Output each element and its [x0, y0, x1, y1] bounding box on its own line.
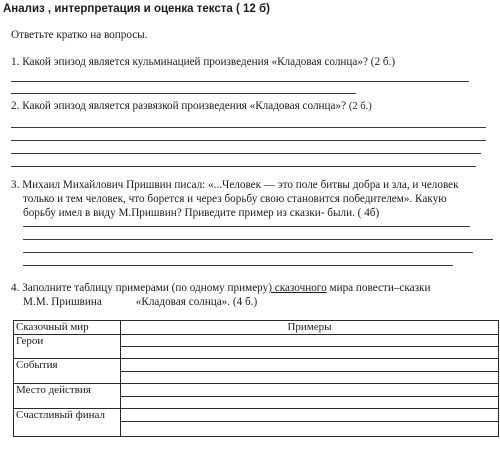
answer-line [23, 226, 470, 227]
answer-line [23, 239, 493, 240]
answer-line [11, 81, 469, 82]
fairy-world-table [13, 320, 499, 437]
row-label-events: События [14, 359, 121, 384]
question-2-text: 2. Какой эпизод является развязкой произведения «Кладовая солнца»? [11, 100, 347, 112]
answer-cell[interactable] [121, 409, 499, 437]
row-label-place: Место действия [14, 384, 121, 409]
answer-line [11, 140, 486, 141]
question-2-points: (2 б.) [348, 101, 372, 112]
question-1: 1. Какой эпизод является кульминацией произведения «Кладовая солнца»? (2 б.) [11, 56, 396, 68]
row-label-heroes: Герои [14, 335, 121, 359]
row-label-happy-ending: Счастливый финал [14, 409, 121, 437]
table-row [14, 409, 499, 437]
table-row [14, 335, 499, 359]
answer-line [23, 265, 453, 266]
answer-line [11, 127, 486, 128]
question-3-line-2: только и тем человек, что борется и через борьбу свою становится победителем». Какую [23, 193, 447, 205]
question-4-line-1: 4. Заполните таблицу примерами (по одному примеру) сказочного мира повести–сказки [11, 282, 431, 294]
table-row [14, 359, 499, 384]
question-4-line-2: М.М. Пришвина «Кладовая солнца». (4 б.) [23, 296, 258, 308]
table-header-examples: Примеры [121, 321, 499, 335]
answer-line [11, 93, 356, 94]
question-3-line-3: борьбу имел в виду М.Пришвин? Приведите пример из сказки- были. ( 4б) [23, 207, 380, 219]
table-header-world: Сказочный мир [14, 321, 121, 335]
answer-cell[interactable] [121, 359, 499, 384]
answer-line [23, 252, 473, 253]
answer-cell[interactable] [121, 335, 499, 359]
question-2 [11, 100, 372, 113]
section-title: Анализ , интерпретация и оценка текста ( 12 б) [3, 3, 270, 15]
instructions: Ответьте кратко на вопросы. [11, 29, 148, 41]
answer-line [11, 166, 476, 167]
table-row [14, 384, 499, 409]
answer-line [11, 153, 481, 154]
question-3-line-1: 3. Михаил Михайлович Пришвин писал: «...Человек — это поле битвы добра и зла, и человек [11, 179, 459, 191]
table-header-row [14, 321, 499, 335]
answer-cell[interactable] [121, 384, 499, 409]
